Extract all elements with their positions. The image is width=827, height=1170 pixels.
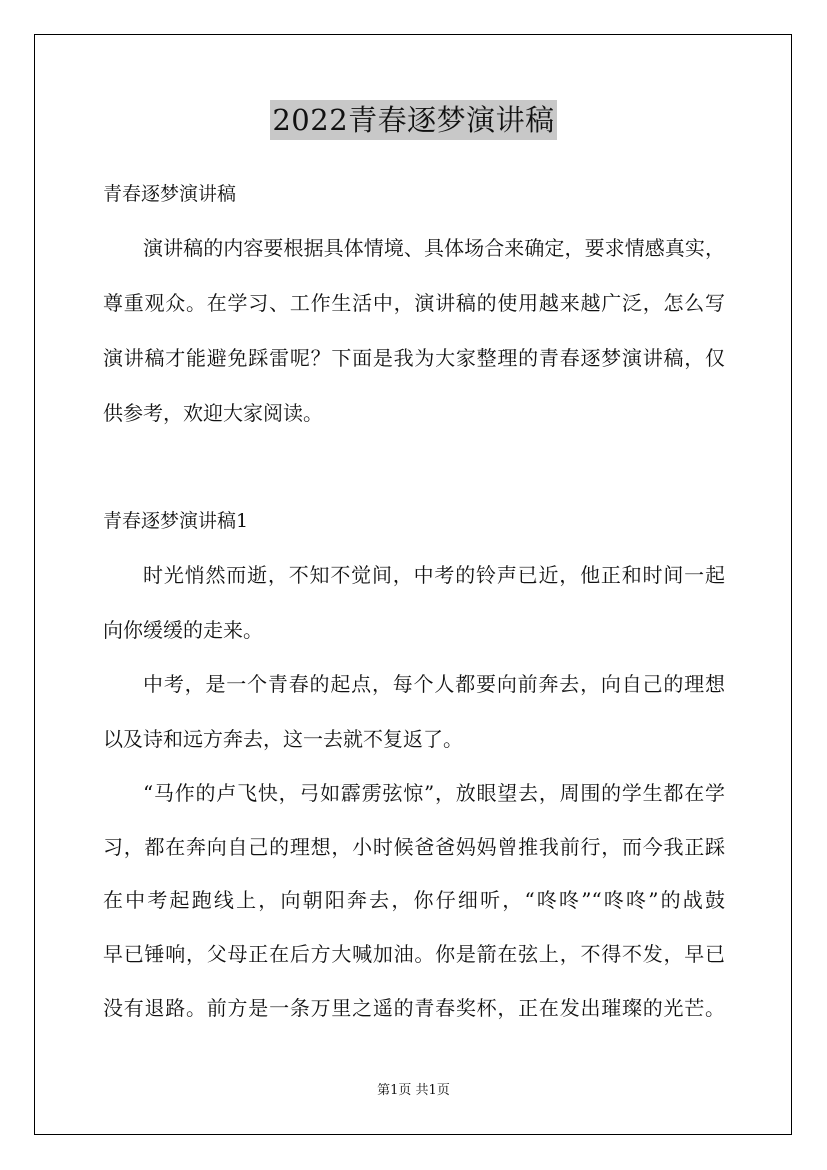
body-line-1: 时光悄然而逝，不知不觉间，中考的铃声已近，他正和时间一起 xyxy=(143,563,725,587)
title-container xyxy=(0,100,827,140)
intro-line-3: 演讲稿才能避免踩雷呢？下面是我为大家整理的青春逐梦演讲稿，仅 xyxy=(103,346,725,370)
body-line-2: 向你缓缓的走来。 xyxy=(103,618,263,642)
document-title: 2022青春逐梦演讲稿 xyxy=(270,100,556,140)
intro-line-2: 尊重观众。在学习、工作生活中，演讲稿的使用越来越广泛，怎么写 xyxy=(103,291,725,315)
body-line-7: 在中考起跑线上，向朝阳奔去，你仔细听，“咚咚”“咚咚”的战鼓 xyxy=(103,888,725,912)
body-line-8: 早已锤响，父母正在后方大喊加油。你是箭在弦上，不得不发，早已 xyxy=(103,942,725,966)
body-line-4: 以及诗和远方奔去，这一去就不复返了。 xyxy=(103,727,463,751)
body-line-9: 没有退路。前方是一条万里之遥的青春奖杯，正在发出璀璨的光芒。 xyxy=(103,996,725,1020)
body-line-3: 中考，是一个青春的起点，每个人都要向前奔去，向自己的理想 xyxy=(143,672,725,696)
intro-line-1: 演讲稿的内容要根据具体情境、具体场合来确定，要求情感真实， xyxy=(143,236,725,260)
body-line-6: 习，都在奔向自己的理想，小时候爸爸妈妈曾推我前行，而今我正踩 xyxy=(103,835,725,859)
subheading: 青春逐梦演讲稿 xyxy=(103,183,237,205)
page-footer: 第1页 共1页 xyxy=(377,1083,450,1098)
section-heading: 青春逐梦演讲稿1 xyxy=(103,510,249,532)
body-line-5: “马作的卢飞快，弓如霹雳弦惊”，放眼望去，周围的学生都在学 xyxy=(143,781,725,805)
intro-line-4: 供参考，欢迎大家阅读。 xyxy=(103,401,323,425)
